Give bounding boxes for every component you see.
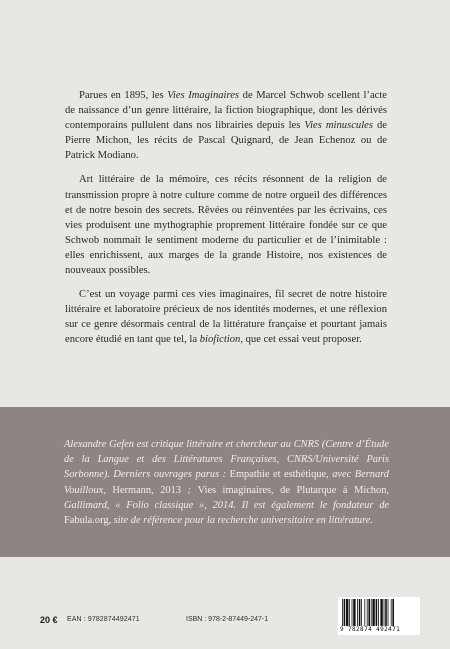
- barcode-bar: [344, 599, 346, 626]
- barcode-bar: [349, 599, 350, 626]
- work-title: Empathie et esthétique: [229, 469, 327, 481]
- barcode-number: 9 782874 492471: [340, 626, 401, 633]
- back-cover-blurb: [65, 88, 387, 357]
- barcode-bar: [378, 599, 379, 626]
- book-title-vies-imaginaires: Vies Imaginaires: [167, 90, 240, 101]
- barcode-bar: [391, 599, 392, 626]
- author-bio-text: , avec Bernard Vouilloux,: [64, 469, 389, 496]
- website-name: Fabula.org: [64, 515, 109, 527]
- barcode-bar: [361, 599, 362, 626]
- price: 20 €: [40, 615, 58, 625]
- author-bio-text: , Gallimard, « Folio classique », 2014. Il est également le fondateur de: [64, 484, 390, 511]
- barcode-bar: [380, 599, 382, 626]
- blurb-paragraph-3: [65, 287, 387, 347]
- term-biofiction: biofiction: [199, 334, 241, 346]
- barcode-bar: [392, 599, 394, 626]
- ean-code: EAN : 9782874492471: [67, 616, 140, 623]
- barcode-bar: [388, 599, 389, 626]
- barcode-bar: [371, 599, 372, 626]
- barcode-bar: [384, 599, 385, 626]
- barcode-bar: [376, 599, 378, 626]
- work-title: Vies imaginaires, de Plutarque à Michon: [197, 484, 387, 496]
- blurb-text: Parues en 1895, les: [79, 90, 168, 101]
- barcode-bar: [367, 599, 368, 626]
- author-bio-text: , site de référence pour la recherche universitaire en littérature.: [108, 515, 373, 527]
- blurb-text: , que cet essai veut proposer.: [240, 334, 362, 346]
- author-bio: [64, 437, 389, 528]
- blurb-text: de Marcel Schwob scellent l’acte de naissance d’un genre littéraire, la fiction biographique, dont les dérivés contemporains pullulent dans nos librairies depuis les: [65, 90, 387, 132]
- blurb-paragraph-2: Art littéraire de la mémoire, ces récits résonnent de la religion de transmission propre à notre culture comme de notre orgueil des différences et de notre besoin des secrets. Rêvées ou réinventées par les écrivains, ces vies produisent une mythographie proprement littéraire fondée sur ce que Schwob nommait le sentiment moderne du particulier et de l’inimitable : elles enrichissent, aux marges de la grande Histoire, nos existences de nouveaux possibles.: [65, 174, 387, 277]
- barcode-bar: [352, 599, 353, 626]
- publisher-info: Hermann, 2013: [112, 484, 181, 496]
- barcode-bar: [342, 599, 343, 626]
- author-bio-text: ;: [181, 484, 198, 496]
- isbn-code: ISBN : 978-2-87449-247-1: [186, 616, 269, 623]
- author-bio-text: Alexandre Gefen est critique littéraire et chercheur au CNRS (Centre d’Étude de la Langue et des Littératures Françaises, CNRS/Université Paris Sorbonne). Derniers ouvrages parus :: [64, 439, 389, 481]
- barcode-bar: [385, 599, 387, 626]
- barcode-bar: [359, 599, 361, 626]
- book-title-vies-minuscules: Vies minuscules: [304, 120, 373, 132]
- barcode-bar: [368, 599, 370, 626]
- blurb-text: C’est un voyage parmi ces vies imaginaires, fil secret de notre histoire littéraire et laboratoire précieux de nos identités modernes, et une réflexion sur ce genre désormais central de la littérature française et pourtant jamais encore étudié en tant que tel, la: [65, 289, 387, 346]
- barcode-bar: [346, 599, 348, 626]
- barcode-bar: [364, 599, 365, 626]
- barcode: [338, 597, 420, 635]
- blurb-text: de Pierre Michon, les récits de Pascal Quignard, de Jean Echenoz ou de Patrick Modiano.: [65, 120, 387, 162]
- barcode-bars: [342, 599, 416, 626]
- blurb-paragraph-1: [65, 88, 387, 163]
- barcode-bar: [372, 599, 374, 626]
- barcode-bar: [357, 599, 358, 626]
- back-cover-footer: [40, 597, 420, 637]
- barcode-bar: [353, 599, 355, 626]
